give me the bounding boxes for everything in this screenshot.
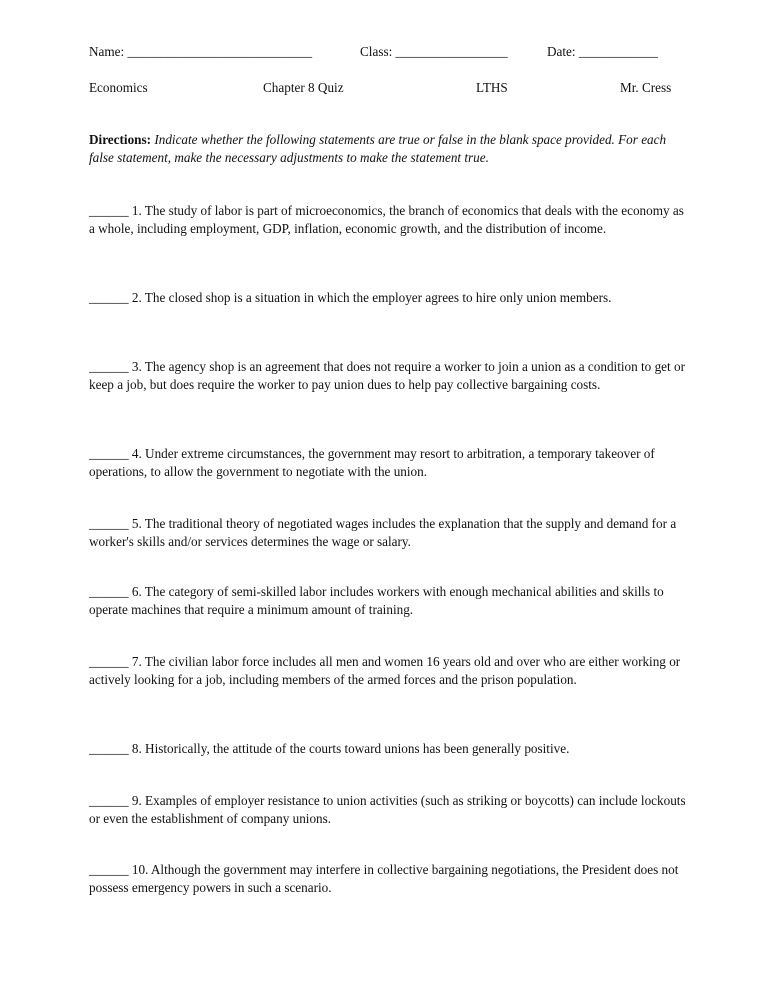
question-8 — [89, 740, 689, 758]
date-blank: ____________ — [578, 44, 658, 59]
answer-blank: ______ — [89, 516, 129, 531]
name-label: Name: — [89, 44, 125, 59]
answer-blank: ______ — [89, 290, 129, 305]
question-7 — [89, 653, 689, 688]
question-6 — [89, 583, 689, 618]
question-text: 5. The traditional theory of negotiated wages includes the explanation that the supply and demand for a worker's skills and/or services determines the wage or salary. — [89, 516, 677, 549]
date-field — [547, 43, 658, 61]
question-text: 2. The closed shop is a situation in which the employer agrees to hire only union members. — [131, 290, 612, 305]
question-2 — [89, 289, 689, 307]
teacher-name: Mr. Cress — [620, 80, 672, 95]
question-text: 3. The agency shop is an agreement that does not require a worker to join a union as a condition to get or keep a job, but does require the worker to pay union dues to help pay collective bargaining costs. — [89, 359, 685, 392]
question-3 — [89, 358, 689, 393]
question-text: 9. Examples of employer resistance to union activities (such as striking or boycotts) can include lockouts or even the establishment of company unions. — [89, 793, 686, 826]
directions-text: Indicate whether the following statements are true or false in the blank space provided. For each false statement, make the necessary adjustments to make the statement true. — [89, 132, 667, 165]
question-text: 6. The category of semi-skilled labor includes workers with enough mechanical abilities and skills to operate machines that require a minimum amount of training. — [89, 584, 664, 617]
answer-blank: ______ — [89, 862, 129, 877]
question-1 — [89, 202, 689, 237]
name-field — [89, 43, 312, 61]
directions-label: Directions: — [89, 132, 152, 147]
answer-blank: ______ — [89, 584, 129, 599]
date-label: Date: — [547, 44, 576, 59]
question-5 — [89, 515, 689, 550]
class-label: Class: — [360, 44, 393, 59]
school-name: LTHS — [476, 80, 508, 95]
directions — [89, 131, 689, 166]
class-field — [360, 43, 508, 61]
question-9 — [89, 792, 689, 827]
question-text: 4. Under extreme circumstances, the government may resort to arbitration, a temporary takeover of operations, to allow the government to negotiate with the union. — [89, 446, 655, 479]
question-text: 10. Although the government may interfere in collective bargaining negotiations, the President does not possess emergency powers in such a scenario. — [89, 862, 679, 895]
question-4 — [89, 445, 689, 480]
class-blank: _________________ — [395, 44, 508, 59]
question-text: 7. The civilian labor force includes all men and women 16 years old and over who are either working or actively looking for a job, including members of the armed forces and the prison population. — [89, 654, 681, 687]
answer-blank: ______ — [89, 446, 129, 461]
quiz-title: Chapter 8 Quiz — [263, 80, 344, 95]
question-text: 8. Historically, the attitude of the courts toward unions has been generally positive. — [131, 741, 570, 756]
answer-blank: ______ — [89, 793, 129, 808]
answer-blank: ______ — [89, 654, 129, 669]
question-10 — [89, 861, 689, 896]
name-blank: ____________________________ — [127, 44, 313, 59]
answer-blank: ______ — [89, 741, 129, 756]
answer-blank: ______ — [89, 359, 129, 374]
course-name: Economics — [89, 80, 148, 95]
question-text: 1. The study of labor is part of microeconomics, the branch of economics that deals with the economy as a whole, including employment, GDP, inflation, economic growth, and the distribution of income. — [89, 203, 684, 236]
answer-blank: ______ — [89, 203, 129, 218]
